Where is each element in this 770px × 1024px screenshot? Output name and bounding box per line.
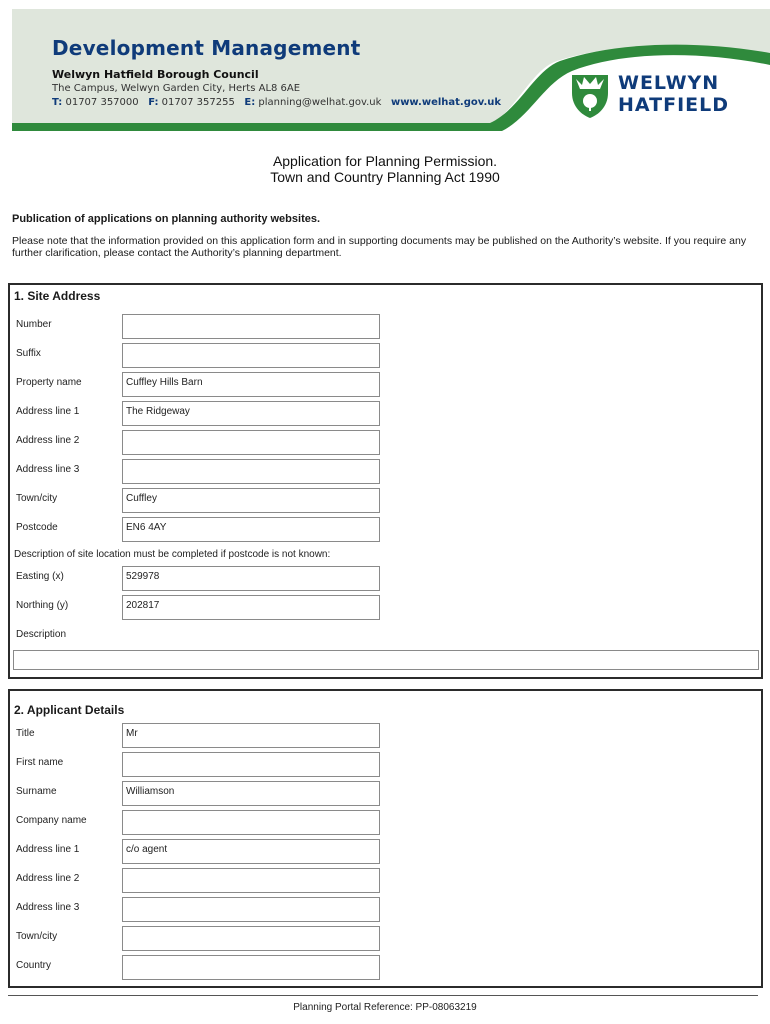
publication-note: Please note that the information provided on this application form and in supporting documents may be published on the Authority’s website. If you require any further clarification, please contact the Authority’s planning department.: [12, 235, 747, 259]
property-name-field[interactable]: Cuffley Hills Barn: [122, 372, 380, 397]
title-label: Title: [16, 728, 35, 739]
northing-field[interactable]: 202817: [122, 595, 380, 620]
country-field[interactable]: [122, 955, 380, 980]
section-heading: 1. Site Address: [14, 289, 101, 303]
applicant-address-line-2-field[interactable]: [122, 868, 380, 893]
surname-label: Surname: [16, 786, 57, 797]
email-label: E:: [244, 97, 256, 108]
council-name: Welwyn Hatfield Borough Council: [52, 68, 259, 81]
address-line-3-field[interactable]: [122, 459, 380, 484]
applicant-address-line-2-label: Address line 2: [16, 873, 80, 884]
surname-field[interactable]: Williamson: [122, 781, 380, 806]
company-name-field[interactable]: [122, 810, 380, 835]
postcode-label: Postcode: [16, 522, 58, 533]
number-field[interactable]: [122, 314, 380, 339]
suffix-field[interactable]: [122, 343, 380, 368]
section-heading: 2. Applicant Details: [14, 703, 125, 717]
tel-label: T:: [52, 97, 63, 108]
postcode-field[interactable]: EN6 4AY: [122, 517, 380, 542]
footer-divider: [8, 995, 758, 996]
applicant-address-line-3-label: Address line 3: [16, 902, 80, 913]
northing-label: Northing (y): [16, 600, 69, 611]
applicant-town-city-label: Town/city: [16, 931, 58, 942]
title-field[interactable]: Mr: [122, 723, 380, 748]
easting-label: Easting (x): [16, 571, 64, 582]
suffix-label: Suffix: [16, 348, 41, 359]
country-label: Country: [16, 960, 52, 971]
applicant-address-line-3-field[interactable]: [122, 897, 380, 922]
title-line-1: Application for Planning Permission.: [272, 153, 498, 169]
property-name-label: Property name: [16, 377, 82, 388]
applicant-address-line-1-label: Address line 1: [16, 844, 80, 855]
number-label: Number: [16, 319, 52, 330]
email-address: planning@welhat.gov.uk: [258, 97, 382, 108]
company-name-label: Company name: [16, 815, 87, 826]
tel-number: 01707 357000: [65, 97, 139, 108]
address-line-1-label: Address line 1: [16, 406, 80, 417]
address-line-1-field[interactable]: The Ridgeway: [122, 401, 380, 426]
applicant-details-section: [8, 689, 763, 988]
website-link[interactable]: www.welhat.gov.uk: [390, 97, 502, 108]
title-line-2: Town and Country Planning Act 1990: [270, 169, 500, 185]
town-city-field[interactable]: Cuffley: [122, 488, 380, 513]
address-line-3-label: Address line 3: [16, 464, 80, 475]
crest-icon: [570, 71, 610, 119]
address-line-2-label: Address line 2: [16, 435, 80, 446]
document-title: [0, 153, 770, 185]
town-city-label: Town/city: [16, 493, 58, 504]
applicant-town-city-field[interactable]: [122, 926, 380, 951]
fax-number: 01707 357255: [161, 97, 235, 108]
first-name-label: First name: [16, 757, 64, 768]
address-line-2-field[interactable]: [122, 430, 380, 455]
location-note: Description of site location must be completed if postcode is not known:: [14, 549, 331, 560]
logo-text: [618, 72, 729, 116]
department-title: Development Management: [52, 36, 361, 60]
council-contact: [52, 97, 501, 108]
header-banner: [12, 9, 770, 131]
publication-heading: Publication of applications on planning authority websites.: [12, 213, 321, 225]
fax-label: F:: [148, 97, 159, 108]
site-address-section: [8, 283, 763, 679]
welwyn-hatfield-logo: [570, 71, 750, 121]
logo-line-hatfield: HATFIELD: [618, 94, 729, 116]
first-name-field[interactable]: [122, 752, 380, 777]
description-label: Description: [16, 629, 67, 640]
council-address: The Campus, Welwyn Garden City, Herts AL8 6AE: [52, 83, 301, 94]
easting-field[interactable]: 529978: [122, 566, 380, 591]
portal-reference: Planning Portal Reference: PP-08063219: [293, 1002, 477, 1013]
description-field[interactable]: [13, 650, 759, 670]
logo-line-welwyn: WELWYN: [618, 72, 720, 94]
applicant-address-line-1-field[interactable]: c/o agent: [122, 839, 380, 864]
